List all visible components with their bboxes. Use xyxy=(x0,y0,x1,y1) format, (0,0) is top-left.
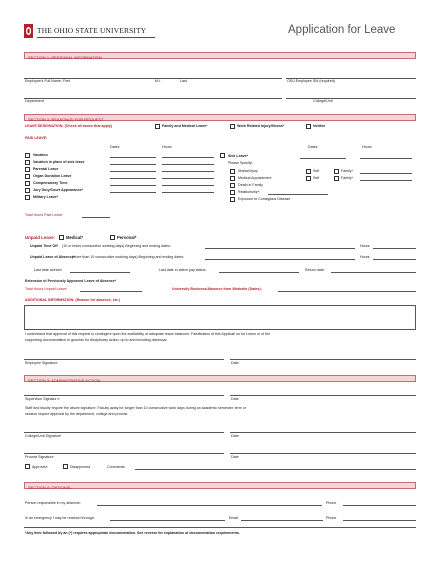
page-title: Application for Leave xyxy=(288,24,396,36)
sick-reason-checkbox[interactable] xyxy=(230,190,235,195)
fml-checkbox[interactable] xyxy=(155,124,160,129)
self-label: Self xyxy=(313,169,320,173)
sick-reason-checkbox[interactable] xyxy=(230,197,235,202)
osu-logo-icon xyxy=(24,24,33,38)
supervisor-date-label: Date xyxy=(231,397,239,401)
understand-text-1: I understand that approval of this request is contingent upon the availability of adequate leave balances. Falsification of this Applicati on for Leave or of the xyxy=(25,332,271,336)
business-line[interactable] xyxy=(278,291,416,292)
paid-leave-label: Vacation in place of sick leave xyxy=(33,160,85,164)
section-4-header: SECTION 4: OPTIONAL xyxy=(24,482,416,489)
phone-line-2[interactable] xyxy=(343,520,416,521)
sick-reason-label: Death in Family xyxy=(238,183,263,187)
approved-checkbox[interactable] xyxy=(25,464,30,469)
sick-hours-line[interactable] xyxy=(360,158,412,159)
department-line[interactable] xyxy=(24,98,282,99)
paid-dates-line[interactable] xyxy=(110,164,156,165)
total-unpaid-label: Total Hours Unpaid Leave: xyxy=(25,287,68,291)
paid-leave-label: Military Leave* xyxy=(33,195,59,199)
emergency-label: In an emergency I may be reached through: xyxy=(25,516,95,520)
unpaid-loa-desc: (more than 10 consecutive working days) Beginning and ending dates: xyxy=(72,255,185,259)
unpaid-time-off-dates-line[interactable] xyxy=(205,248,355,249)
college-date-label: Date xyxy=(231,434,239,438)
return-date-line[interactable] xyxy=(331,272,416,273)
last-label: Last xyxy=(180,79,187,83)
hours-label-2: Hours xyxy=(360,255,370,259)
family-checkbox[interactable] xyxy=(334,169,339,174)
responsible-label: Person responsible in my absence: xyxy=(25,501,81,505)
paid-dates-line[interactable] xyxy=(110,171,156,172)
paid-dates-line[interactable] xyxy=(110,185,156,186)
fml-label: Family and Medical Leave* xyxy=(162,124,208,128)
paid-hours-line[interactable] xyxy=(162,164,214,165)
family-checkbox[interactable] xyxy=(334,176,339,181)
dates-header-right: Dates xyxy=(308,145,318,149)
sick-reason-label: Illness/Injury xyxy=(238,169,258,173)
self-checkbox[interactable] xyxy=(306,176,311,181)
unpaid-time-off-desc: (10 or fewer consecutive working days) Beginning and ending dates: xyxy=(62,244,171,248)
sick-reason-checkbox[interactable] xyxy=(230,169,235,174)
paid-leave-label: PAID LEAVE: xyxy=(25,136,48,140)
paid-leave-checkbox[interactable] xyxy=(25,188,30,193)
paid-leave-label: Parental Leave xyxy=(33,167,59,171)
provost-signature-label: Provost Signature xyxy=(25,455,54,459)
provost-date-label: Date xyxy=(231,455,239,459)
extension-label: Extension of Previously Approved Leave of Absence* xyxy=(25,279,117,283)
return-date-label: Return date: xyxy=(305,268,325,272)
last-worked-line[interactable] xyxy=(70,272,130,273)
paid-leave-checkbox[interactable] xyxy=(25,153,30,158)
section-3-header: SECTION 3: ADMINISTRATIVE ACTION xyxy=(24,375,416,382)
sick-reason-label: Relationship*: xyxy=(238,190,261,194)
leave-designation-label: LEAVE DESIGNATION: (Check all boxes that apply) xyxy=(25,124,113,128)
employee-date-label: Date xyxy=(231,361,239,365)
paid-leave-label: Vacation xyxy=(33,153,48,157)
unpaid-leave-label: Unpaid Leave: xyxy=(25,235,56,240)
paid-leave-checkbox[interactable] xyxy=(25,181,30,186)
self-label: Self xyxy=(313,176,320,180)
paid-dates-line[interactable] xyxy=(110,192,156,193)
sick-leave-label: Sick Leave* xyxy=(228,154,248,158)
neither-label: Neither xyxy=(313,124,326,128)
paid-dates-line[interactable] xyxy=(110,157,156,158)
self-checkbox[interactable] xyxy=(306,169,311,174)
last-active-line[interactable] xyxy=(219,272,299,273)
phone-label-1: Phone xyxy=(326,501,337,505)
personal-checkbox[interactable] xyxy=(110,235,115,240)
paid-leave-checkbox[interactable] xyxy=(25,195,30,200)
sick-reason-checkbox[interactable] xyxy=(230,176,235,181)
family-label: Family* xyxy=(341,169,353,173)
sick-leave-checkbox[interactable] xyxy=(220,153,225,158)
paid-leave-checkbox[interactable] xyxy=(25,167,30,172)
sick-reason-checkbox[interactable] xyxy=(230,183,235,188)
please-specify-label: Please Specify: xyxy=(228,161,253,165)
wri-label: Work Related Injury/Illness* xyxy=(237,124,285,128)
footer-rule xyxy=(24,527,416,528)
osu-id-label: OSU Employee ID# (required) xyxy=(287,79,335,83)
supervisor-date-line[interactable] xyxy=(230,395,416,396)
college-label: College/Unit xyxy=(313,99,333,103)
employee-signature-label: Employee Signature xyxy=(25,361,58,365)
paid-leave-checkbox[interactable] xyxy=(25,160,30,165)
employee-signature-line[interactable] xyxy=(24,359,224,360)
business-label: University Business/Absence from Worksite (Dates): xyxy=(172,287,262,291)
sick-reason-hours-line[interactable] xyxy=(360,180,412,181)
unpaid-loa-label: Unpaid Leave of Absence* xyxy=(30,255,76,259)
name-label: Employee's Full Name: First xyxy=(25,79,70,83)
comments-label: Comments: xyxy=(107,465,126,469)
unpaid-loa-dates-line[interactable] xyxy=(205,259,355,260)
comments-line[interactable] xyxy=(135,469,416,470)
sick-reason-label: Medical Appointment xyxy=(238,176,272,180)
staff-text-1: Staff and faculty require the above signature. Faculty away for longer than 10 consecutive work days during an academic semester, term or xyxy=(25,406,247,410)
disapproved-label: Disapproved xyxy=(70,465,91,469)
paid-leave-label: Jury Duty/Court Appearance* xyxy=(33,188,83,192)
unpaid-time-off-label: Unpaid Time Off xyxy=(30,244,58,248)
paid-hours-line[interactable] xyxy=(162,157,214,158)
university-name: THE OHIO STATE UNIVERSITY xyxy=(37,26,147,35)
dates-header: Dates xyxy=(110,145,120,149)
phone-label-2: Phone xyxy=(326,516,337,520)
total-unpaid-line[interactable] xyxy=(80,291,142,292)
mi-label: M.I. xyxy=(155,79,161,83)
family-label: Family* xyxy=(341,176,353,180)
wri-checkbox[interactable] xyxy=(230,124,235,129)
paid-dates-line[interactable] xyxy=(110,178,156,179)
paid-leave-checkbox[interactable] xyxy=(25,174,30,179)
hours-label-1: Hours xyxy=(360,244,370,248)
unpaid-loa-hours-line[interactable] xyxy=(373,259,416,260)
emergency-line[interactable] xyxy=(110,520,225,521)
sick-reason-hours-line[interactable] xyxy=(360,173,412,174)
college-signature-label: College/Unit Signature xyxy=(25,434,61,438)
employee-date-line[interactable] xyxy=(230,359,416,360)
sick-dates-line[interactable] xyxy=(300,158,346,159)
email-line[interactable] xyxy=(241,520,323,521)
hours-header: Hours xyxy=(162,145,172,149)
unpaid-time-off-hours-line[interactable] xyxy=(373,248,416,249)
total-paid-label: Total Hours Paid Leave: xyxy=(25,213,64,217)
section-1-header: SECTION 1: PERSONAL INFORMATION xyxy=(24,52,416,59)
college-signature-line[interactable] xyxy=(24,432,224,433)
hours-header-right: Hours xyxy=(362,145,372,149)
paid-leave-label: Organ Donation Leave xyxy=(33,174,72,178)
section-2-header: SECTION 2: REASON(S) FOR REQUEST xyxy=(24,114,416,121)
provost-signature-line[interactable] xyxy=(24,453,224,454)
supervisor-signature-label: Supervisor Signatur e xyxy=(25,397,60,401)
college-line[interactable] xyxy=(286,98,416,99)
neither-checkbox[interactable] xyxy=(306,124,311,129)
department-label: Department xyxy=(25,99,44,103)
paid-hours-line[interactable] xyxy=(162,192,214,193)
last-worked-label: Last date worked: xyxy=(34,268,63,272)
email-label: Email xyxy=(229,516,238,520)
additional-info-label: ADDITIONAL INFORMATION: (Reason for absence, etc.) xyxy=(25,298,121,302)
provost-date-line[interactable] xyxy=(230,453,416,454)
phone-line-1[interactable] xyxy=(343,505,416,506)
responsible-line[interactable] xyxy=(97,505,322,506)
additional-info-box[interactable] xyxy=(24,305,416,330)
approved-label: Approved xyxy=(32,465,48,469)
footer-note: *Any item followed by an (*) requires appropriate documentation. See reverse for explanation of documentation requirements. xyxy=(25,531,240,535)
personal-label: Personal* xyxy=(117,235,137,240)
understand-text-2: supporting documentation is grounds for disciplinary action, up to and including dismissal. xyxy=(25,338,168,342)
disapproved-checkbox[interactable] xyxy=(63,464,68,469)
medical-checkbox[interactable] xyxy=(59,235,64,240)
last-active-label: Last date in active pay status: xyxy=(159,268,207,272)
total-paid-line[interactable] xyxy=(82,217,110,218)
staff-text-2: session require approval by the department, college and provost. xyxy=(25,412,129,416)
paid-hours-line[interactable] xyxy=(162,185,214,186)
paid-leave-label: Compensatory Time xyxy=(33,181,68,185)
paid-hours-line[interactable] xyxy=(162,171,214,172)
supervisor-signature-line[interactable] xyxy=(24,395,224,396)
medical-label: Medical* xyxy=(66,235,83,240)
header-rule xyxy=(37,37,155,38)
paid-hours-line[interactable] xyxy=(162,178,214,179)
college-date-line[interactable] xyxy=(230,432,416,433)
relationship-line[interactable] xyxy=(268,194,328,195)
sick-reason-label: Exposure to Contagious Disease xyxy=(238,197,291,201)
